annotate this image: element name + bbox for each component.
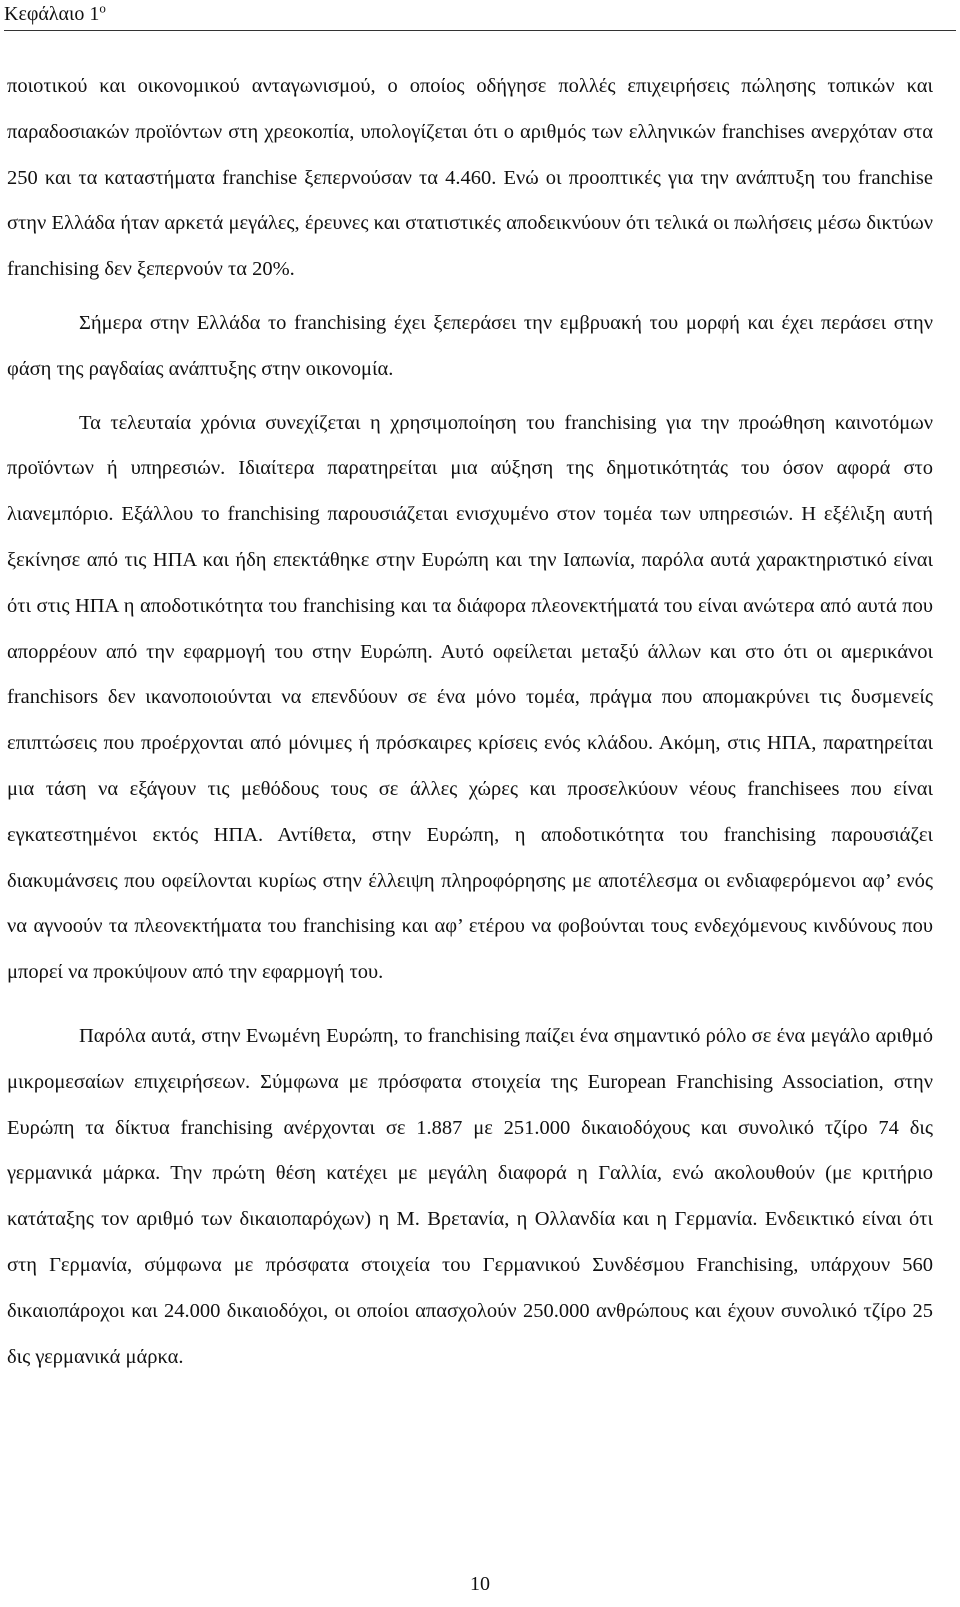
- page-number: 10: [470, 1573, 490, 1595]
- paragraph-franchising-trends: Τα τελευταία χρόνια συνεχίζεται η χρησιμοποίηση του franchising για την προώθηση καινοτόμων προϊόντων ή υπηρεσιών. Ιδιαίτερα παρατηρείται μια αύξηση της δημοτικότητάς του όσον αφορά στο λιανεμπόριο. Εξάλλου το franchising παρουσιάζεται ενισχυμένο στον τομέα των υπηρεσιών. Η εξέλιξη αυτή ξεκίνησε από τις ΗΠΑ και ήδη επεκτάθηκε στην Ευρώπη και την Ιαπωνία, παρόλα αυτά χαρακτηριστικό είναι ότι στις ΗΠΑ η αποδοτικότητα του franchising και τα διάφορα πλεονεκτήματά του είναι ανώτερα από αυτά που απορρέουν από την εφαρμογή του στην Ευρώπη. Αυτό οφείλεται μεταξύ άλλων και στο ότι οι αμερικάνοι franchisors δεν ικανοποιούνται να επενδύουν σε ένα μόνο τομέα, πράγμα που απομακρύνει τις δυσμενείς επιπτώσεις που προέρχονται από μόνιμες ή πρόσκαιρες κρίσεις ενός κλάδου. Ακόμη, στις ΗΠΑ, παρατηρείται μια τάση να εξάγουν τις μεθόδους τους σε άλλες χώρες και προσελκύουν νέους franchisees που είναι εγκατεστημένοι εκτός ΗΠΑ. Αντίθετα, στην Ευρώπη, η αποδοτικότητα του franchising παρουσιάζει διακυμάνσεις που οφείλονται κυρίως στην έλλειψη πληροφόρησης με αποτέλεσμα οι ενδιαφερόμενοι αφ’ ενός να αγνοούν τα πλεονεκτήματα του franchising και αφ’ ετέρου να φοβούνται τους ενδεχόμενους κινδύνους που μπορεί να προκύψουν από την εφαρμογή του.: [7, 411, 933, 984]
- page-header: [4, 0, 956, 31]
- paragraph-franchising-europe: Παρόλα αυτά, στην Ενωμένη Ευρώπη, το franchising παίζει ένα σημαντικό ρόλο σε ένα μεγάλο αριθμό μικρομεσαίων επιχειρήσεων. Σύμφωνα με πρόσφατα στοιχεία της European Franchising Association, στην Ευρώπη τα δίκτυα franchising ανέρχονται σε 1.887 με 251.000 δικαιοδόχους και συνολικό τζίρο 74 δις γερμανικά μάρκα. Την πρώτη θέση κατέχει με μεγάλη διαφορά η Γαλλία, ενώ ακολουθούν (με κριτήριο κατάταξης τον αριθμό των δικαιοπαρόχων) η Μ. Βρετανία, η Ολλανδία και η Γερμανία. Ενδεικτικό είναι ότι στη Γερμανία, σύμφωνα με πρόσφατα στοιχεία του Γερμανικού Συνδέσμου Franchising, υπάρχουν 560 δικαιοπάροχοι και 24.000 δικαιοδόχοι, οι οποίοι απασχολούν 250.000 ανθρώπους και έχουν συνολικό τζίρο 25 δις γερμανικά μάρκα.: [7, 1024, 933, 1368]
- paragraph-continuation: ποιοτικού και οικονομικού ανταγωνισμού, ο οποίος οδήγησε πολλές επιχειρήσεις πώλησης τοπικών και παραδοσιακών προϊόντων στη χρεοκοπία, υπολογίζεται ότι ο αριθμός των ελληνικών franchises ανερχόταν στα 250 και τα καταστήματα franchise ξεπερνούσαν τα 4.460. Ενώ οι προοπτικές για την ανάπτυξη του franchise στην Ελλάδα ήταν αρκετά μεγάλες, έρευνες και στατιστικές αποδεικνύουν ότι τελικά οι πωλήσεις μέσω δικτύων franchising δεν ξεπερνούν τα 20%.: [7, 75, 933, 281]
- document-body: [7, 64, 933, 1380]
- chapter-title-text: Κεφάλαιο 1: [4, 3, 100, 25]
- chapter-title: [4, 2, 106, 26]
- chapter-title-superscript: ο: [99, 0, 106, 16]
- paragraph-franchising-greece-today: Σήμερα στην Ελλάδα το franchising έχει ξεπεράσει την εμβρυακή του μορφή και έχει περάσει στην φάση της ραγδαίας ανάπτυξης στην οικονομία.: [7, 311, 933, 380]
